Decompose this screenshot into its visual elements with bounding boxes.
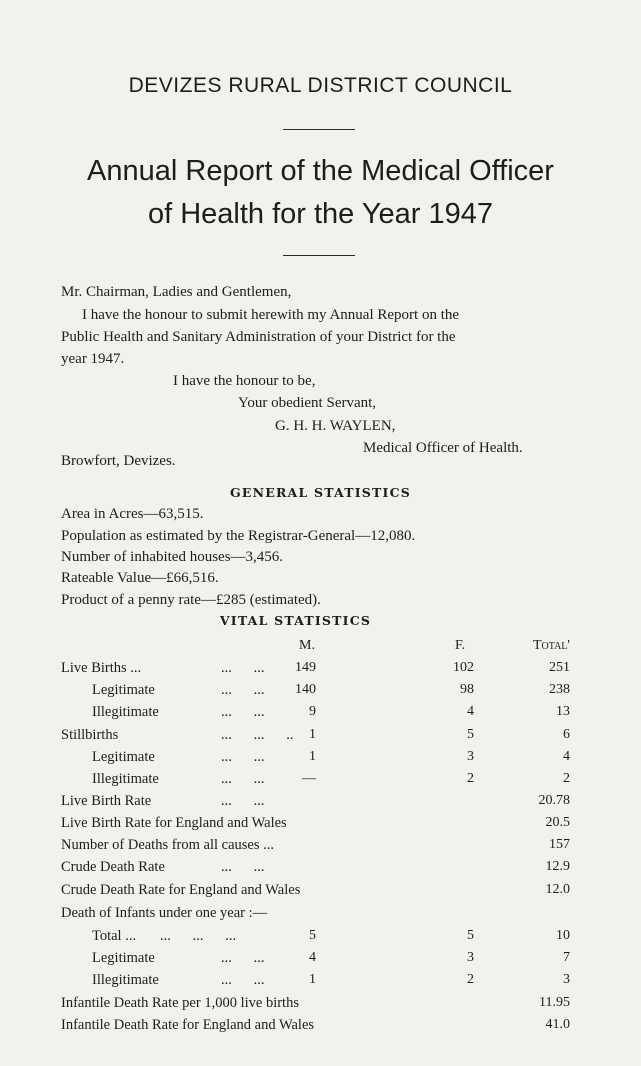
general-statistics-heading: GENERAL STATISTICS — [230, 485, 411, 500]
vital-row-label: Live Birth Rate for England and Wales — [61, 815, 287, 831]
vital-statistics-heading: VITAL STATISTICS — [219, 613, 372, 628]
column-header-f: F. — [455, 638, 466, 653]
role: Medical Officer of Health. — [363, 440, 523, 456]
vital-value-male: — — [302, 771, 316, 786]
leader-dots: ... ... — [221, 771, 265, 787]
vital-value-female: 2 — [467, 771, 474, 786]
vital-row-label: Infantile Death Rate for England and Wales — [61, 1017, 315, 1033]
leader-dots: ... ... — [221, 749, 265, 765]
leader-dots: ... ... ... — [160, 928, 237, 944]
vital-value-female: 3 — [467, 749, 474, 764]
vital-value-total: 4 — [563, 749, 570, 764]
title-line-1: Annual Report of the Medical Officer — [87, 155, 554, 187]
vital-row-label: Crude Death Rate for England and Wales — [61, 882, 301, 898]
vital-value-male: 4 — [309, 950, 316, 965]
vital-row-label: Crude Death Rate — [61, 859, 165, 875]
vital-value-total: 157 — [549, 837, 570, 852]
vital-value-female: 5 — [467, 928, 474, 943]
vital-value-total: 238 — [549, 682, 570, 697]
leader-dots: ... ... — [221, 682, 265, 698]
vital-value-female: 2 — [467, 972, 474, 987]
vital-row-label: Legitimate — [92, 749, 155, 765]
top-rule — [283, 129, 355, 130]
general-stat-rateable: Rateable Value—£66,516. — [61, 570, 219, 586]
vital-value-male: 1 — [309, 749, 316, 764]
vital-value-male: 140 — [295, 682, 316, 697]
vital-row-label: Illegitimate — [92, 771, 159, 787]
vital-row-label: Illegitimate — [92, 972, 159, 988]
vital-value-total: 20.5 — [545, 815, 570, 830]
vital-value-male: 5 — [309, 928, 316, 943]
vital-value-total: 13 — [556, 704, 570, 719]
vital-value-female: 98 — [460, 682, 474, 697]
general-stat-population: Population as estimated by the Registrar-General—12,080. — [61, 528, 416, 544]
vital-value-female: 102 — [453, 660, 474, 675]
general-stat-area: Area in Acres—63,515. — [61, 506, 204, 522]
vital-row-label: Stillbirths — [61, 727, 119, 743]
vital-row-label: Live Birth Rate — [61, 793, 152, 809]
vital-row-label: Live Births ... — [61, 660, 142, 676]
vital-row-label: Infantile Death Rate per 1,000 live births — [61, 995, 299, 1011]
vital-value-total: 7 — [563, 950, 570, 965]
letter-line-1: I have the honour to submit herewith my Annual Report on the — [82, 307, 460, 323]
vital-value-total: 6 — [563, 727, 570, 742]
title-line-2: of Health for the Year 1947 — [147, 198, 494, 230]
leader-dots: ... ... — [221, 793, 265, 809]
vital-row-label: Total ... — [92, 928, 137, 944]
vital-value-female: 5 — [467, 727, 474, 742]
vital-row-label: Legitimate — [92, 682, 155, 698]
vital-value-total: 10 — [556, 928, 570, 943]
leader-dots: ... ... — [221, 660, 265, 676]
vital-value-male: 1 — [309, 972, 316, 987]
vital-value-male: 149 — [295, 660, 316, 675]
leader-dots: ... ... .. — [221, 727, 294, 743]
signature: G. H. H. WAYLEN, — [275, 418, 396, 434]
vital-value-total: 3 — [563, 972, 570, 987]
leader-dots: ... ... — [221, 704, 265, 720]
column-header-m: M. — [299, 638, 315, 653]
report-title — [0, 150, 641, 236]
general-stat-houses: Number of inhabited houses—3,456. — [61, 549, 284, 565]
vital-value-total: 41.0 — [545, 1017, 570, 1032]
vital-value-total: 12.9 — [545, 859, 570, 874]
closing-line-1: I have the honour to be, — [173, 373, 316, 389]
council-name: DEVIZES RURAL DISTRICT COUNCIL — [128, 74, 513, 97]
vital-value-male: 9 — [309, 704, 316, 719]
column-header-total: Total' — [533, 638, 570, 653]
general-stat-penny-rate: Product of a penny rate—£285 (estimated). — [61, 592, 321, 608]
closing-line-2: Your obedient Servant, — [238, 395, 377, 411]
letter-line-2: Public Health and Sanitary Administration of your District for the — [61, 329, 456, 345]
vital-value-female: 3 — [467, 950, 474, 965]
bottom-rule — [283, 255, 355, 256]
vital-value-total: 11.95 — [539, 995, 570, 1010]
vital-row-label: Illegitimate — [92, 704, 159, 720]
leader-dots: ... ... — [221, 950, 265, 966]
salutation: Mr. Chairman, Ladies and Gentlemen, — [61, 284, 292, 300]
address: Browfort, Devizes. — [61, 453, 176, 469]
vital-value-total: 12.0 — [545, 882, 570, 897]
letter-line-3: year 1947. — [61, 351, 125, 367]
vital-value-male: 1 — [309, 727, 316, 742]
vital-value-total: 2 — [563, 771, 570, 786]
leader-dots: ... ... — [221, 859, 265, 875]
vital-value-total: 251 — [549, 660, 570, 675]
vital-row-label: Number of Deaths from all causes ... — [61, 837, 275, 853]
vital-value-total: 20.78 — [538, 793, 570, 808]
leader-dots: ... ... — [221, 972, 265, 988]
vital-row-label: Death of Infants under one year :— — [61, 905, 268, 921]
vital-value-female: 4 — [467, 704, 474, 719]
vital-row-label: Legitimate — [92, 950, 155, 966]
